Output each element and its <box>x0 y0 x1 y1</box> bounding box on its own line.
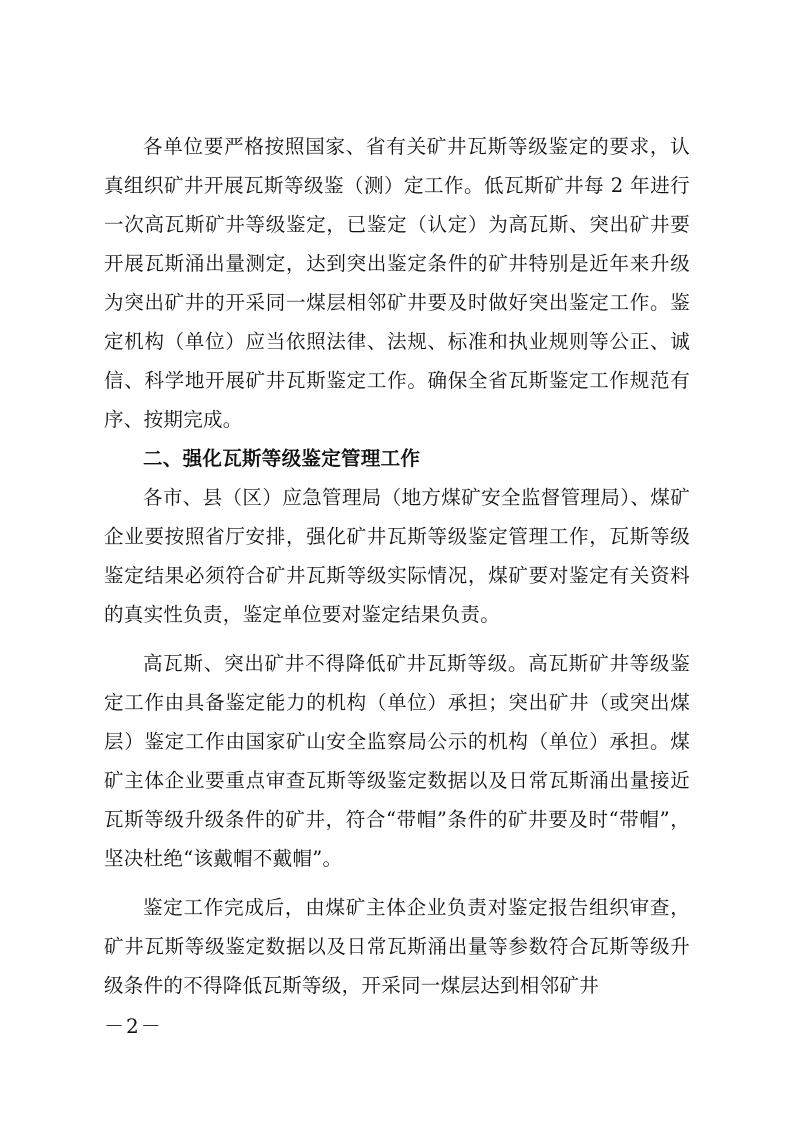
paragraph-appraisal-requirements: 各单位要严格按照国家、省有关矿井瓦斯等级鉴定的要求，认真组织矿井开展瓦斯等级鉴（测）定工作。低瓦斯矿井每 2 年进行一次高瓦斯矿井等级鉴定，已鉴定（认定）为高瓦斯、突出矿井要开展瓦斯涌出量测定，达到突出鉴定条件的矿井特别是近年来升级为突出矿井的开采同一煤层相邻矿井要及时做好突出鉴定工作。鉴定机构（单位）应当依照法律、法规、标准和执业规则等公正、诚信、科学地开展矿井瓦斯鉴定工作。确保全省瓦斯鉴定工作规范有序、按期完成。 <box>104 135 690 431</box>
paragraph-no-downgrade: 高瓦斯、突出矿井不得降低矿井瓦斯等级。高瓦斯矿井等级鉴定工作由具备鉴定能力的机构（单位）承担；突出矿井（或突出煤层）鉴定工作由国家矿山安全监察局公示的机构（单位）承担。煤矿主体企业要重点审查瓦斯等级鉴定数据以及日常瓦斯涌出量接近瓦斯等级升级条件的矿井，符合“带帽”条件的矿井要及时“带帽”，坚决杜绝“该戴帽不戴帽”。 <box>104 652 690 870</box>
document-body <box>104 127 690 1005</box>
paragraph-management-duties: 各市、县（区）应急管理局（地方煤矿安全监督管理局）、煤矿企业要按照省厅安排，强化矿井瓦斯等级鉴定管理工作，瓦斯等级鉴定结果必须符合矿井瓦斯等级实际情况，煤矿要对鉴定有关资料的真实性负责，鉴定单位要对鉴定结果负责。 <box>104 486 690 626</box>
page-number: －2－ <box>104 1014 163 1038</box>
section-heading-strengthen-management: 二、强化瓦斯等级鉴定管理工作 <box>143 447 421 470</box>
paragraph-after-appraisal: 鉴定工作完成后，由煤矿主体企业负责对鉴定报告组织审查，矿井瓦斯等级鉴定数据以及日常瓦斯涌出量等参数符合瓦斯等级升级条件的不得降低瓦斯等级，开采同一煤层达到相邻矿井 <box>104 896 690 997</box>
